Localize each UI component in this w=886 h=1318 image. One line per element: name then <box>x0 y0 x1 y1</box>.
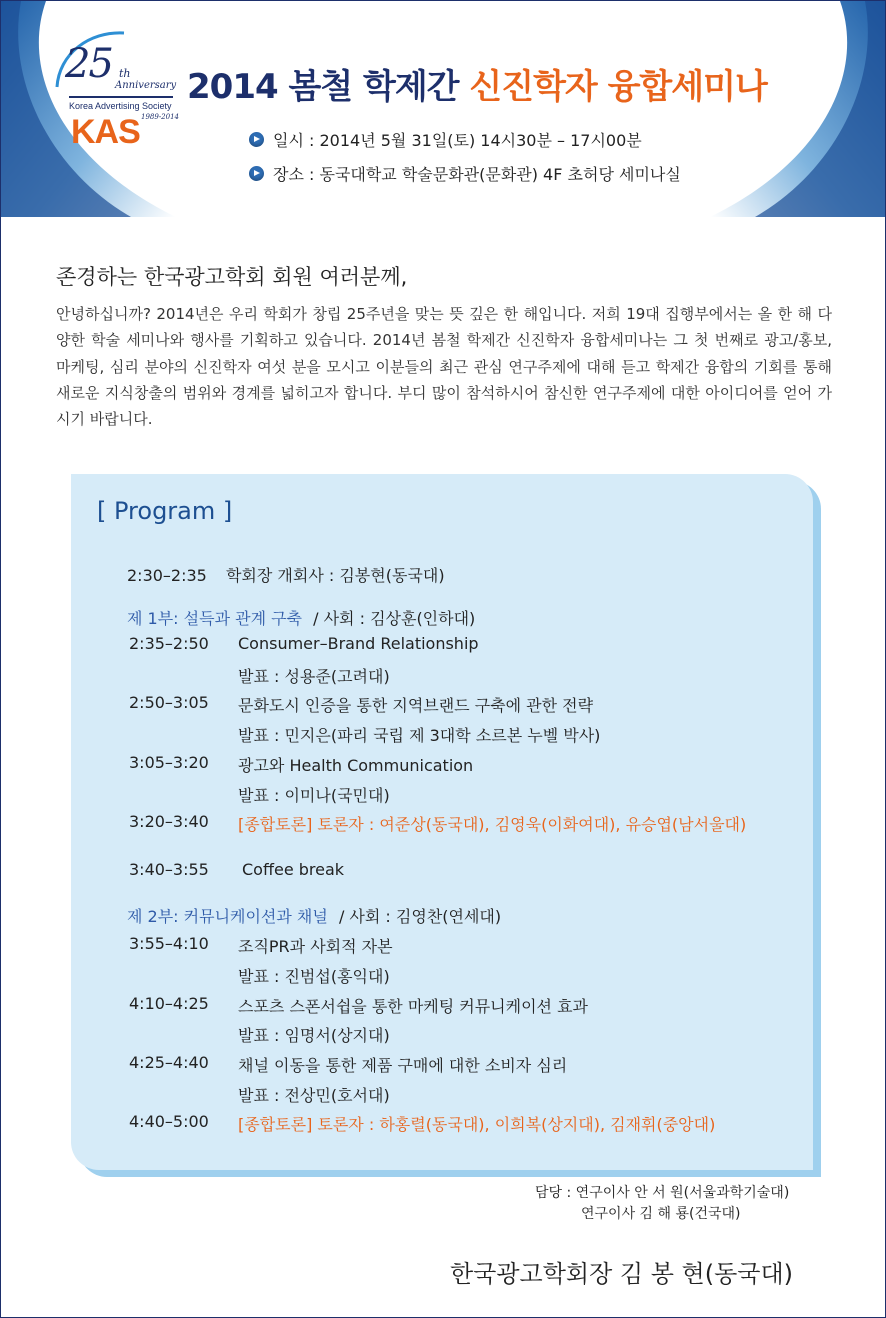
session-time: 2:35–2:50 <box>129 634 209 653</box>
body-paragraph: 안녕하십니까? 2014년은 우리 학회가 창립 25주년을 맞는 뜻 깊은 한 해입니다. 저희 19대 집행부에서는 올 한 해 다양한 학술 세미나와 행사를 기획하고 있습니다. 2014년 봄철 학제간 신진학자 융합세미나는 그 첫 번째로 광고/홍보, 마케팅, 심리 분야의 신진학자 여섯 분을 모시고 이분들의 최근 관심 연구주제에 대해 듣고 학제간 융합의 기회를 통해 새로운 지식창출의 범위와 경계를 넓히고자 합니다. 부디 많이 참석하시어 참신한 연구주제에 대한 아이디어를 얻어 가시기 바랍니다. <box>56 305 832 429</box>
greeting: 존경하는 한국광고학회 회원 여러분께, <box>56 265 408 289</box>
arrow-bullet-icon <box>249 132 264 147</box>
session-title: 조직PR과 사회적 자본 <box>238 937 393 956</box>
session-title: 문화도시 인증을 통한 지역브랜드 구축에 관한 전략 <box>238 696 594 715</box>
logo-suffix: th <box>119 67 131 80</box>
discussion-time: 4:40–5:00 <box>129 1112 209 1131</box>
session-presenter: 발표 : 민지은(파리 국립 제 3대학 소르본 누벨 박사) <box>238 726 601 745</box>
kas-25th-anniversary-logo <box>49 29 179 154</box>
break-text: Coffee break <box>242 860 345 879</box>
session-presenter: 발표 : 이미나(국민대) <box>238 786 390 805</box>
title-part2: 신진학자 융합세미나 <box>469 67 767 107</box>
session-time: 3:55–4:10 <box>129 934 209 953</box>
discussion-time: 3:20–3:40 <box>129 812 209 831</box>
opening-text: 학회장 개회사 : 김봉현(동국대) <box>225 566 445 585</box>
session-time: 4:10–4:25 <box>129 994 209 1013</box>
date-text: 일시 : 2014년 5월 31일(토) 14시30분 – 17시00분 <box>273 131 642 150</box>
signature: 한국광고학회장 김 봉 현(동국대) <box>450 1260 794 1288</box>
opening-row <box>127 563 445 586</box>
session-title: 스포츠 스폰서쉽을 통한 마케팅 커뮤니케이션 효과 <box>238 997 589 1016</box>
logo-number: 25 <box>65 41 112 87</box>
logo-anniversary: Anniversary <box>115 80 177 91</box>
session-time: 3:05–3:20 <box>129 753 209 772</box>
part2-moderator: / 사회 : 김영찬(연세대) <box>338 907 502 926</box>
discussion-text: [종합토론] 토론자 : 하홍렬(동국대), 이희복(상지대), 김재휘(중앙대) <box>238 1115 716 1134</box>
program-heading: [ Program ] <box>97 497 233 525</box>
contact-line2: 연구이사 김 해 룡(건국대) <box>581 1206 741 1222</box>
place-info <box>249 162 681 185</box>
opening-time: 2:30–2:35 <box>127 566 207 585</box>
session-time: 2:50–3:05 <box>129 693 209 712</box>
contact-line1: 담당 : 연구이사 안 서 원(서울과학기술대) <box>535 1185 790 1201</box>
discussion-text: [종합토론] 토론자 : 여준상(동국대), 김영욱(이화여대), 유승엽(남서울대) <box>238 815 747 834</box>
session-title: Consumer–Brand Relationship <box>238 634 479 653</box>
logo-society: Korea Advertising Society <box>69 101 172 111</box>
session-presenter: 발표 : 임명서(상지대) <box>238 1026 390 1045</box>
part1-moderator: / 사회 : 김상훈(인하대) <box>313 609 476 628</box>
right-swoosh-decoration <box>685 1 885 217</box>
date-info <box>249 128 642 151</box>
session-presenter: 발표 : 전상민(호서대) <box>238 1086 390 1105</box>
session-time: 4:25–4:40 <box>129 1053 209 1072</box>
header <box>1 1 885 217</box>
logo-divider <box>69 96 173 98</box>
session-presenter: 발표 : 성용준(고려대) <box>238 667 390 686</box>
title-part1: 2014 봄철 학제간 <box>187 67 459 107</box>
part2-label: 제 2부: 커뮤니케이션과 채널 <box>127 907 328 926</box>
part1-header <box>127 606 475 629</box>
logo-acronym: KAS <box>71 113 140 151</box>
break-time: 3:40–3:55 <box>129 860 209 879</box>
session-title: 광고와 Health Communication <box>238 756 474 775</box>
part2-header <box>127 904 501 927</box>
part1-label: 제 1부: 설득과 관계 구축 <box>127 609 303 628</box>
logo-years: 1989-2014 <box>141 113 179 121</box>
page-title <box>187 59 767 108</box>
arrow-bullet-icon <box>249 166 264 181</box>
session-title: 채널 이동을 통한 제품 구매에 대한 소비자 심리 <box>238 1056 568 1075</box>
place-text: 장소 : 동국대학교 학술문화관(문화관) 4F 초허당 세미나실 <box>273 165 681 184</box>
session-presenter: 발표 : 진범섭(홍익대) <box>238 967 390 986</box>
